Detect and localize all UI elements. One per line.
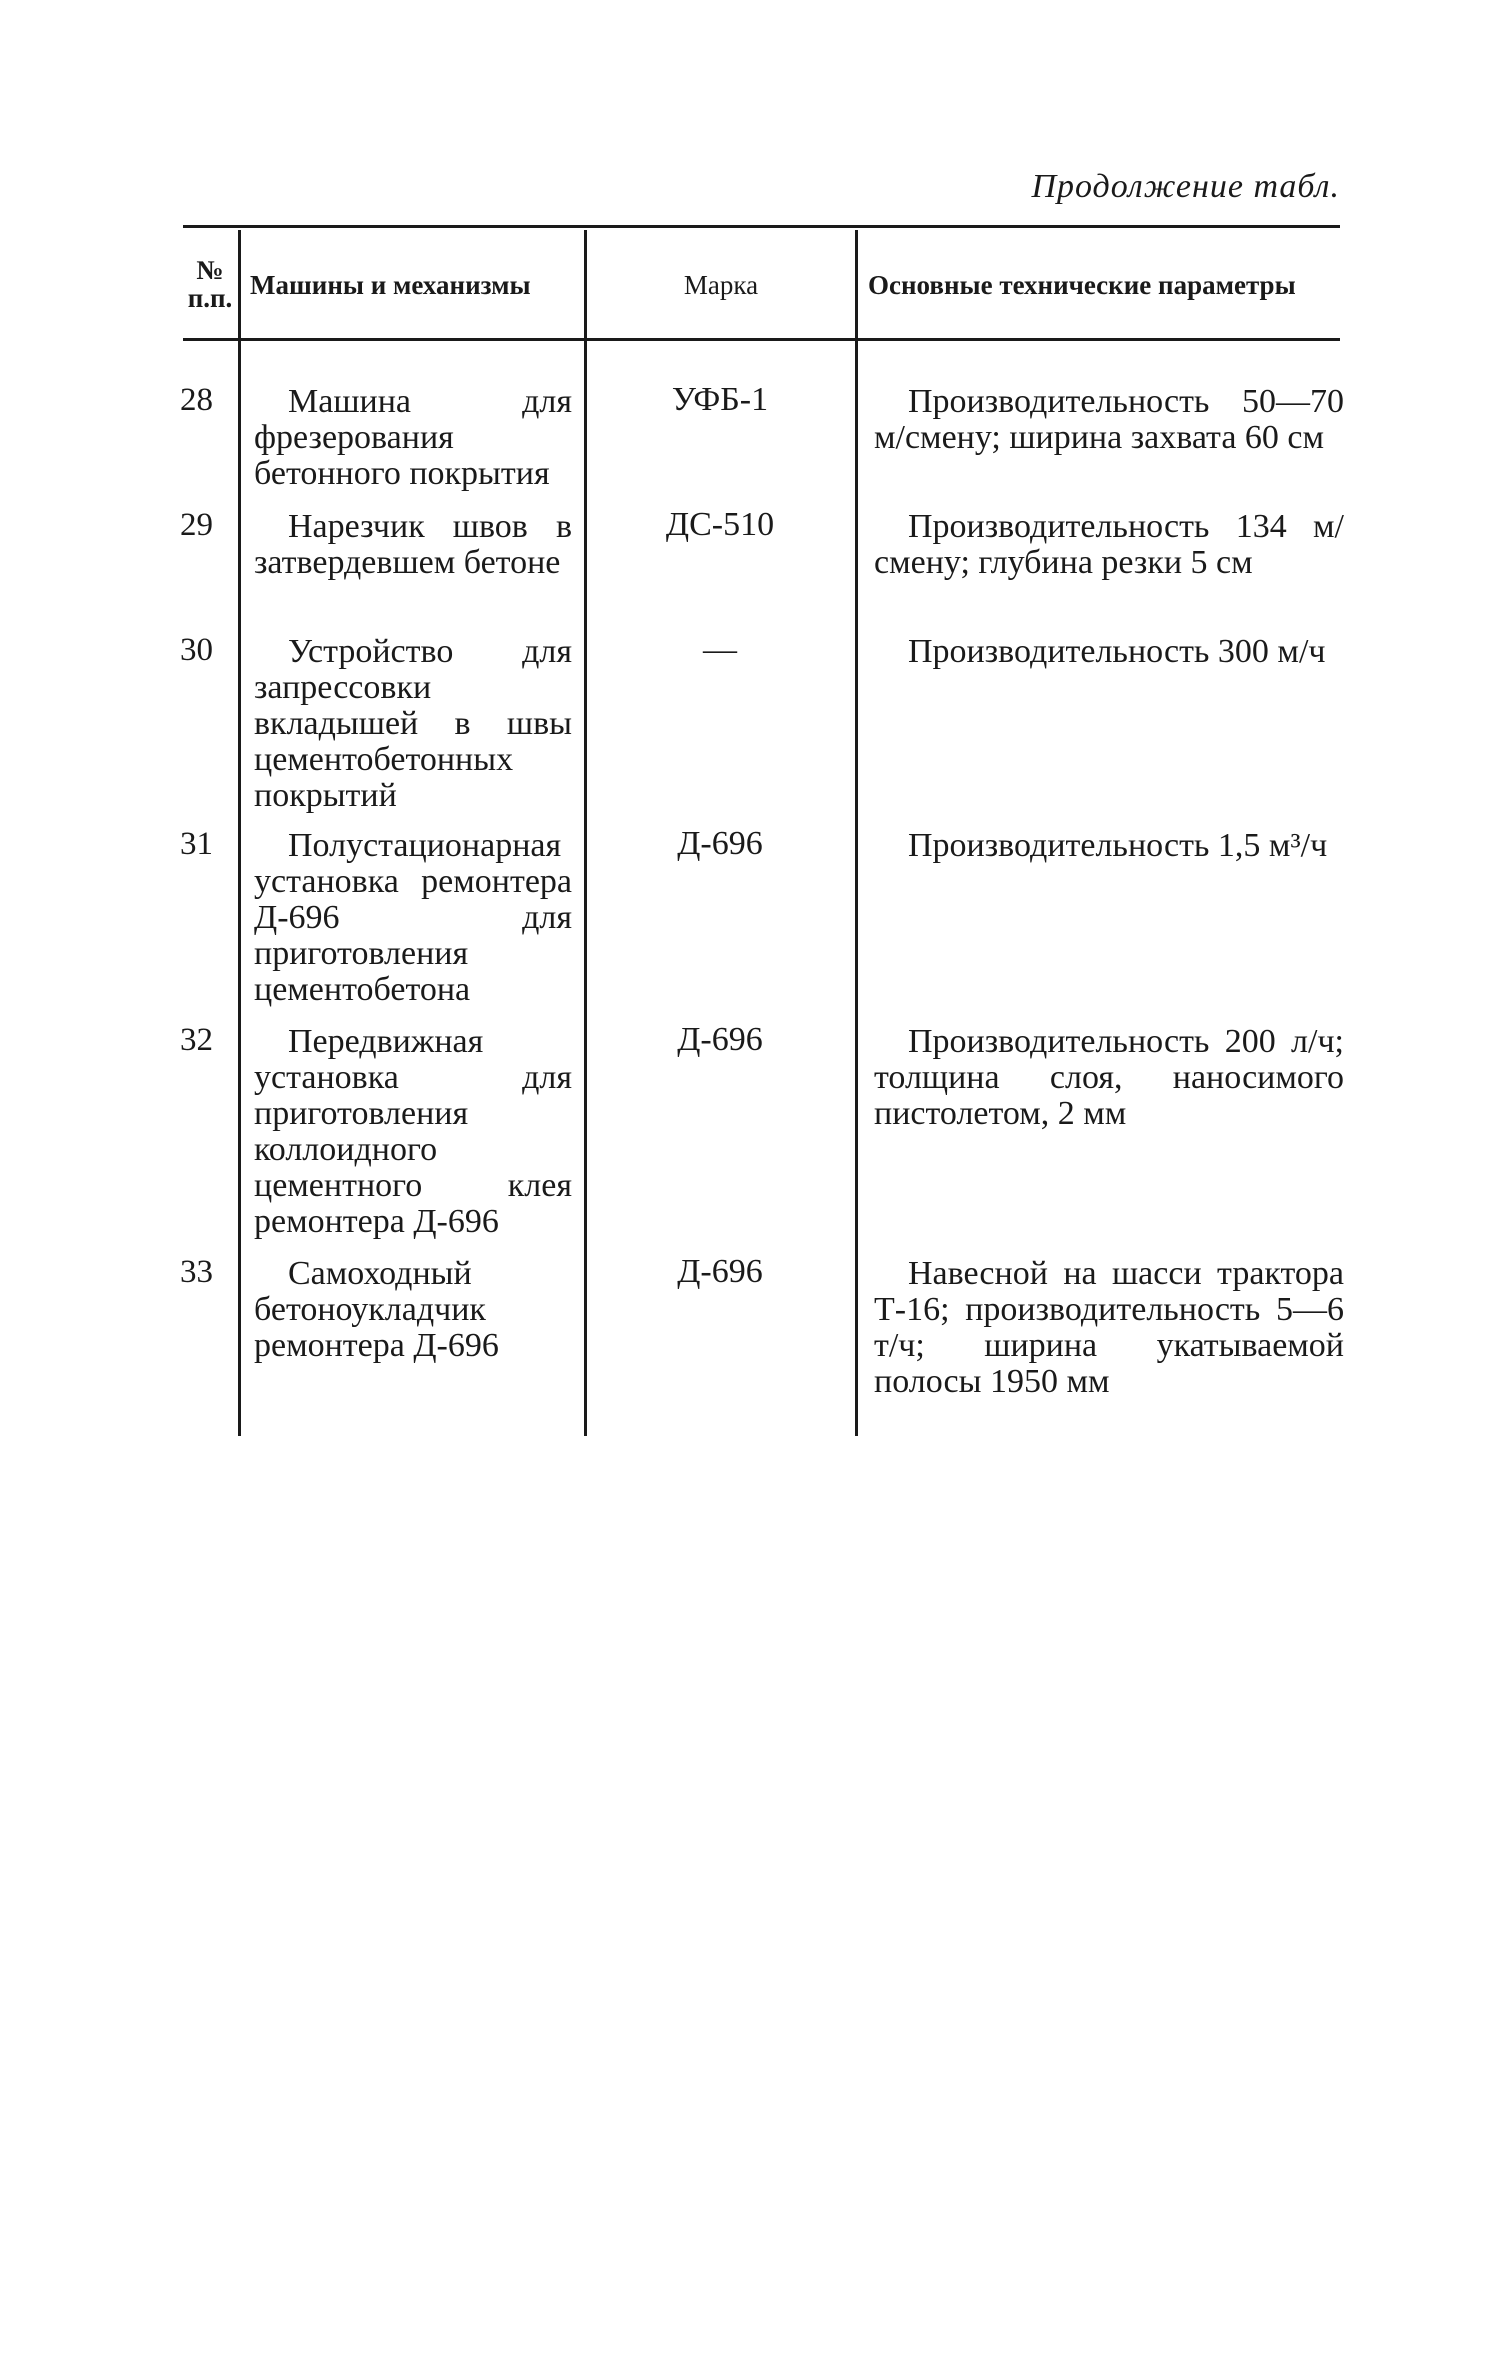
row-machine: Устройство для запрессовки вкладышей в швы цементобетонных покрытий bbox=[254, 633, 572, 814]
row-mark: Д-696 bbox=[677, 825, 763, 862]
row-machine: Самоходный бетоноукладчик ремонтера Д-696 bbox=[254, 1255, 499, 1364]
row-num: 33 bbox=[180, 1254, 213, 1290]
row-params: Производительность 1,5 м³/ч bbox=[908, 827, 1328, 864]
row-mark: ДС-510 bbox=[665, 506, 775, 543]
row-machine: Нарезчик швов в затвердевшем бетоне bbox=[254, 508, 572, 581]
column-divider-3 bbox=[855, 230, 858, 1436]
row-params: Навесной на шасси трактора Т-16; производительность 5—6 т/ч; ширина укатываемой полосы 1950 мм bbox=[874, 1255, 1344, 1400]
row-num: 29 bbox=[180, 507, 213, 543]
row-machine: Полустационарная установка ремонтера Д-696 для приготовления цементобетона bbox=[254, 827, 572, 1008]
table-header-rule bbox=[183, 338, 1340, 341]
row-params: Производительность 200 л/ч; толщина слоя, наносимого пистолетом, 2 мм bbox=[874, 1023, 1344, 1132]
header-machines: Машины и механизмы bbox=[250, 270, 531, 300]
continuation-label: Продолжение табл. bbox=[1031, 168, 1340, 205]
row-num: 30 bbox=[180, 632, 213, 668]
row-num: 32 bbox=[180, 1022, 213, 1058]
header-num: № п.п. bbox=[187, 255, 233, 313]
header-mark: Марка bbox=[683, 270, 759, 300]
table-top-rule bbox=[183, 225, 1340, 228]
row-machine: Передвижная установка для приготовления коллоидного цементного клея ремонтера Д-696 bbox=[254, 1023, 572, 1240]
row-mark: — bbox=[703, 631, 737, 668]
row-machine: Машина для фрезерования бетонного покрытия bbox=[254, 383, 572, 492]
column-divider-1 bbox=[238, 230, 241, 1436]
row-params: Производительность 50—70 м/смену; ширина захвата 60 см bbox=[874, 383, 1344, 456]
header-params: Основные технические параметры bbox=[868, 270, 1296, 300]
row-params: Производительность 300 м/ч bbox=[908, 633, 1326, 670]
row-mark: Д-696 bbox=[677, 1253, 763, 1290]
column-divider-2 bbox=[584, 230, 587, 1436]
row-params: Производительность 134 м/смену; глубина резки 5 см bbox=[874, 508, 1344, 581]
row-num: 31 bbox=[180, 826, 213, 862]
row-num: 28 bbox=[180, 382, 213, 418]
row-mark: УФБ-1 bbox=[671, 381, 769, 418]
row-mark: Д-696 bbox=[677, 1021, 763, 1058]
